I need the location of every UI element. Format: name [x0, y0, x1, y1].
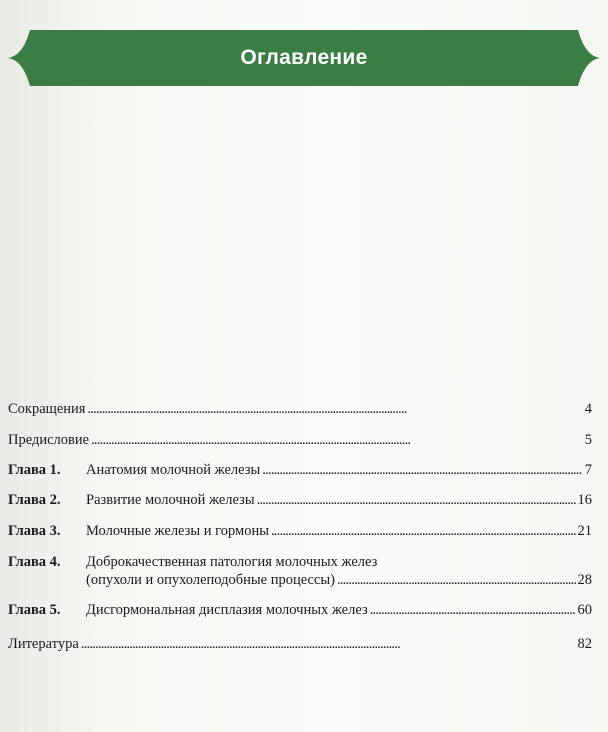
toc-page-number: 16: [577, 492, 592, 508]
dot-leader: [87, 400, 582, 418]
toc-page-number: 28: [577, 572, 592, 588]
dot-leader: [257, 491, 576, 509]
toc-entry-chapter-5[interactable]: [8, 601, 592, 619]
toc-entry-title: Развитие молочной железы: [86, 492, 255, 508]
dot-leader: [262, 461, 582, 479]
chapter-label: Глава 1.: [8, 462, 61, 478]
chapter-label: Глава 4.: [8, 554, 61, 570]
dot-leader: [91, 431, 582, 449]
toc-entry-abbreviations[interactable]: [8, 400, 592, 418]
toc-entry-title: Сокращения: [8, 401, 86, 417]
toc-page-number: 7: [584, 462, 592, 478]
toc-page-number: 60: [577, 602, 592, 618]
page-title: Оглавление: [240, 46, 368, 69]
toc-entry-preface[interactable]: [8, 431, 592, 449]
dot-leader: [337, 571, 576, 589]
toc-entry-title-continued: (опухоли и опухолеподобные процессы): [86, 572, 335, 588]
chapter-label: Глава 3.: [8, 523, 61, 539]
chapter-label: Глава 5.: [8, 602, 61, 618]
toc-entry-literature[interactable]: [8, 635, 592, 653]
toc-entry-title: Дисгормональная дисплазия молочных желез: [86, 602, 368, 618]
toc-page-number: 82: [577, 636, 592, 652]
toc-entry-chapter-4[interactable]: [8, 553, 592, 589]
toc-page-number: 21: [577, 523, 592, 539]
chapter-label: Глава 2.: [8, 492, 61, 508]
toc-entry-title: Молочные железы и гормоны: [86, 523, 269, 539]
dot-leader: [370, 601, 576, 619]
toc-entry-title: Литература: [8, 636, 79, 652]
toc-page-number: 4: [584, 401, 592, 417]
dot-leader: [81, 635, 576, 653]
toc-page-number: 5: [584, 432, 592, 448]
toc-entry-title: Предисловие: [8, 432, 90, 448]
toc-entry-chapter-1[interactable]: [8, 461, 592, 479]
dot-leader: [271, 522, 576, 540]
toc-entry-title: Анатомия молочной железы: [86, 462, 261, 478]
toc-entry-chapter-2[interactable]: [8, 491, 592, 509]
header-banner: [8, 30, 600, 86]
toc-entry-title: Доброкачественная патология молочных желез: [86, 554, 378, 570]
toc-entry-chapter-3[interactable]: [8, 522, 592, 540]
